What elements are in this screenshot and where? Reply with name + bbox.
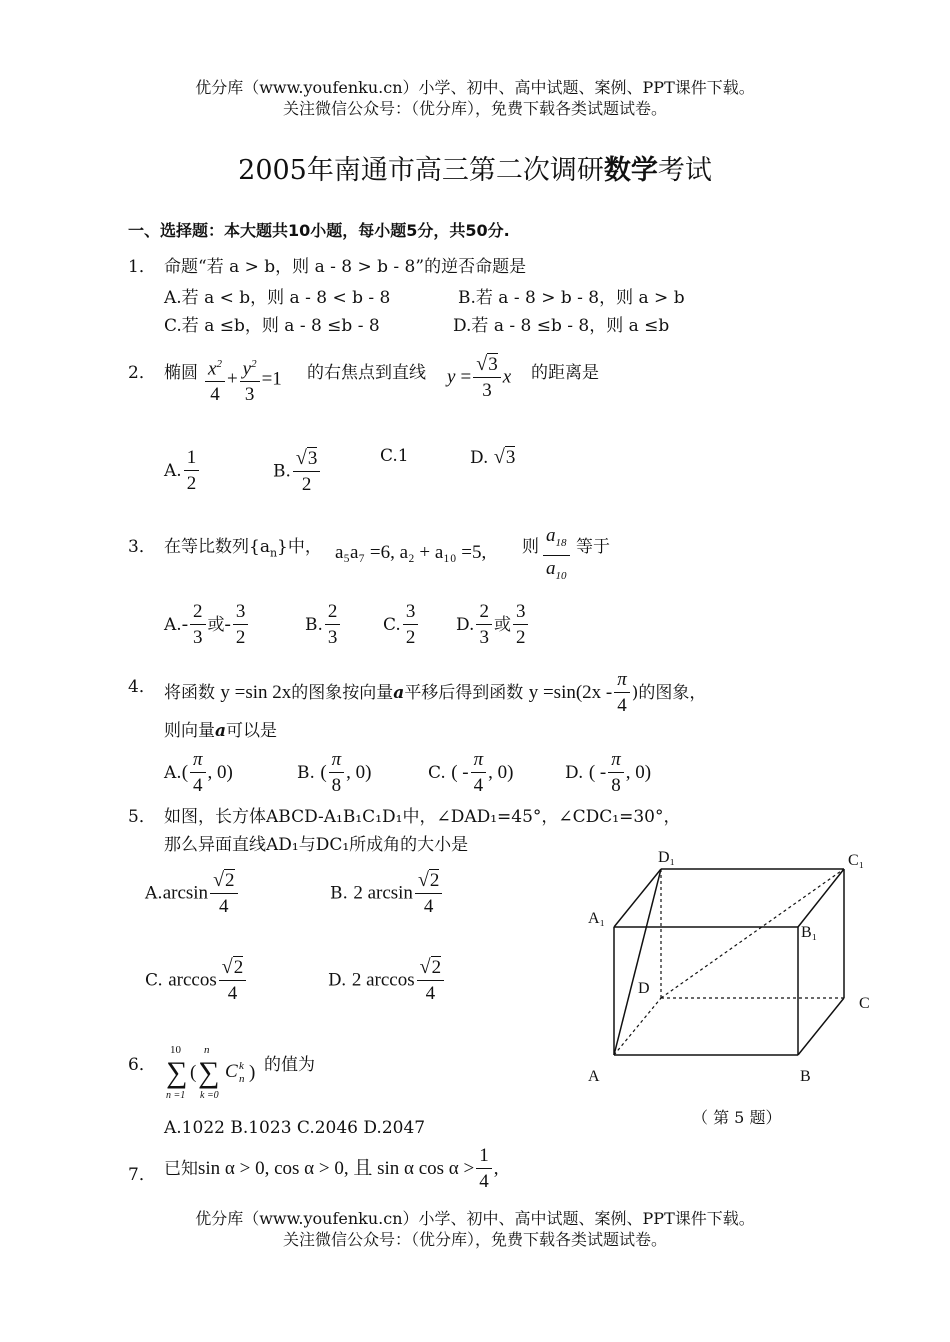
svg-text:): ) xyxy=(249,1062,256,1083)
q4-number: 4． xyxy=(128,677,156,697)
q4-line-2-b: 可以是 xyxy=(226,721,278,741)
q2-option-d: D. √3 xyxy=(470,446,516,468)
q7-number: 7． xyxy=(128,1165,156,1185)
q6-number: 6． xyxy=(128,1055,156,1075)
q5-option-a: A.arcsin $\frac{√2}{4}$ xyxy=(145,868,240,920)
q5-option-b: B. 2 arcsin $\frac{√2}{4}$ xyxy=(330,868,444,920)
q1-stem: 命题“若 a > b，则 a - 8 > b - 8”的逆否命题是 xyxy=(164,257,527,277)
q6-options: A.1022 B.1023 C.2046 D.2047 xyxy=(164,1118,426,1138)
q3-option-b-label: B. xyxy=(305,615,323,635)
q7-pre: 已知 xyxy=(164,1159,198,1179)
q5-option-a-label: A. xyxy=(145,883,163,904)
q3-sub: n xyxy=(269,546,278,560)
q4-text-c: 平移后得到函数 xyxy=(404,683,524,703)
page-title xyxy=(0,148,950,187)
q5-option-c-label: C. xyxy=(145,970,163,991)
label-c1: C₁ xyxy=(848,852,865,869)
q4-option-c: C. ( - $\frac{\pi}{4}$ , 0) xyxy=(428,749,514,796)
q2-number: 2． xyxy=(128,363,156,383)
q1-option-b: B.若 a - 8 > b - 8，则 a > b xyxy=(458,288,685,308)
q5-option-a-fn: arcsin xyxy=(162,882,209,904)
title-post: 考试 xyxy=(657,155,712,186)
q4-option-d-label: D. xyxy=(565,763,584,783)
q3-stem xyxy=(164,532,322,559)
q2-pre: 椭圆 xyxy=(164,363,198,383)
label-a1: A₁ xyxy=(588,910,606,927)
q3-option-c-label: C. xyxy=(383,615,401,635)
svg-text:10: 10 xyxy=(170,1044,181,1056)
q3-mid: }中， xyxy=(277,537,322,557)
svg-text:n: n xyxy=(204,1044,210,1056)
q2-option-b-label: B. xyxy=(273,461,291,482)
svg-text:n =1: n =1 xyxy=(166,1090,186,1101)
svg-text:(: ( xyxy=(190,1062,197,1083)
q3-ratio: $\frac{a_{18}}{a_{10}}$ xyxy=(541,524,572,589)
svg-text:∑: ∑ xyxy=(198,1056,220,1089)
svg-text:k: k xyxy=(239,1060,244,1072)
q3-number: 3． xyxy=(128,537,156,557)
q3-option-b: B. $\frac{2}{3}$ xyxy=(305,600,342,651)
label-c: C xyxy=(859,995,870,1012)
q4-option-b-label: B. xyxy=(297,763,315,783)
q6-post: 的值为 xyxy=(264,1055,315,1075)
q3-option-a: A.- $\frac{2}{3}$ 或- $\frac{3}{2}$ xyxy=(164,600,250,651)
q7-condition: sin α > 0, cos α > 0, 且 sin α cos α > xyxy=(198,1158,475,1179)
q5-number: 5． xyxy=(128,807,156,827)
svg-text:k =0: k =0 xyxy=(200,1090,219,1101)
q4-function-2: y =sin(2x - xyxy=(528,682,613,703)
q2-ellipse-equation: $\frac{x^2}{4}$ + $\frac{y^2}{3}$ =1 xyxy=(203,352,282,408)
q5-option-d-label: D. xyxy=(328,970,347,991)
q7-post: , xyxy=(493,1158,499,1179)
q2-option-c: C.1 xyxy=(380,446,409,466)
q5-option-d: D. 2 arccos $\frac{√2}{4}$ xyxy=(328,955,446,1007)
q4-option-d: D. ( - $\frac{\pi}{8}$ , 0) xyxy=(565,749,652,796)
q3-option-d: D. $\frac{2}{3}$ 或 $\frac{3}{2}$ xyxy=(456,600,530,651)
q3-pre: 在等比数列{a xyxy=(164,537,270,557)
q4-option-b: B. ( $\frac{\pi}{8}$ , 0) xyxy=(297,749,372,796)
figure-caption: （ 第 5 题） xyxy=(692,1108,782,1127)
q1-option-c: C.若 a ≤b，则 a - 8 ≤b - 8 xyxy=(164,316,380,336)
q5-option-b-fn: 2 arcsin xyxy=(353,882,413,904)
q4-option-a: A.( $\frac{\pi}{4}$ , 0) xyxy=(164,749,233,796)
q5-option-c: C. arccos $\frac{√2}{4}$ xyxy=(145,955,248,1007)
footer-line-1: 优分库（www.youfenku.cn）小学、初中、高中试题、案例、PPT课件下载。 xyxy=(195,1209,755,1228)
q4-text-d: )的图象， xyxy=(631,683,707,703)
q4-vector-2: a xyxy=(215,721,227,741)
label-b1: B₁ xyxy=(801,924,818,941)
header-line-2: 关注微信公众号：（优分库），免费下载各类试题试卷。 xyxy=(282,99,667,118)
q2-option-d-label: D. xyxy=(470,448,489,468)
q4-text-b: 的图象按向量 xyxy=(291,683,394,703)
svg-text:n: n xyxy=(239,1073,245,1085)
q4-line-1: 将函数 y =sin 2x的图象按向量a平移后得到函数 y =sin(2x - $\frac{\pi}{4}$ )的图象， xyxy=(164,669,707,716)
q2-post: 的距离是 xyxy=(531,363,599,383)
q4-line-2 xyxy=(164,716,277,741)
q4-vector: a xyxy=(393,683,405,703)
header-line-1: 优分库（www.youfenku.cn）小学、初中、高中试题、案例、PPT课件下载。 xyxy=(195,78,755,97)
q3-post: 等于 xyxy=(576,537,610,557)
q1-option-a: A.若 a < b，则 a - 8 < b - 8 xyxy=(164,288,391,308)
q5-line-2: 那么异面直线AD₁与DC₁所成角的大小是 xyxy=(164,835,469,855)
svg-text:∑: ∑ xyxy=(166,1056,188,1089)
label-d: D xyxy=(638,980,650,997)
q3-option-c: C. $\frac{3}{2}$ xyxy=(383,600,420,651)
q5-option-c-fn: arccos xyxy=(168,969,217,991)
q7-stem: 已知sin α > 0, cos α > 0, 且 sin α cos α > $\frac{1}{4}$ , xyxy=(164,1145,499,1192)
q3-option-a-or: 或 xyxy=(207,615,225,635)
q2-option-a-label: A. xyxy=(164,461,182,481)
title-bold: 数学 xyxy=(603,155,658,186)
q2-option-b: B. $\frac{√3}{2}$ xyxy=(273,446,322,498)
q6-expression xyxy=(164,1040,264,1106)
q4-line-2-a: 则向量 xyxy=(164,721,215,741)
q2-option-a: A. $\frac{1}{2}$ xyxy=(164,446,201,497)
q3-then: 则 xyxy=(522,537,539,557)
label-b: B xyxy=(800,1068,811,1085)
cuboid-figure xyxy=(580,845,880,1095)
q3-option-d-label: D. xyxy=(456,615,475,635)
q5-option-d-fn: 2 arccos xyxy=(351,969,415,991)
q3-option-a-label: A. xyxy=(164,615,182,635)
label-a: A xyxy=(588,1068,600,1085)
q5-line-1: 如图，长方体ABCD-A₁B₁C₁D₁中，∠DAD₁=45°，∠CDC₁=30°， xyxy=(164,807,681,827)
q2-mid: 的右焦点到直线 xyxy=(307,363,426,383)
q4-function-1: y =sin 2x xyxy=(220,682,292,703)
q3-condition: a₅a₇ =6, a₂ + a₁₀ =5, xyxy=(335,542,487,563)
q2-line-equation: y = $\frac{√3}{3}$ x xyxy=(447,353,512,401)
q4-option-a-label: A. xyxy=(164,763,182,783)
q6-sum-formula xyxy=(164,1040,264,1102)
q1-option-d: D.若 a - 8 ≤b - 8，则 a ≤b xyxy=(453,316,670,336)
svg-text:C: C xyxy=(225,1061,238,1082)
q1-number: 1． xyxy=(128,257,156,277)
q4-text-a: 将函数 xyxy=(164,683,215,703)
q3-option-d-or: 或 xyxy=(493,615,511,635)
label-d1: D₁ xyxy=(658,849,676,866)
title-pre: 2005年南通市高三第二次调研 xyxy=(238,155,604,186)
footer-line-2: 关注微信公众号：（优分库），免费下载各类试题试卷。 xyxy=(282,1230,667,1249)
section-heading: 一、选择题：本大题共10小题，每小题5分，共50分. xyxy=(128,221,510,240)
q5-option-b-label: B. xyxy=(330,883,348,904)
q4-option-c-label: C. xyxy=(428,763,446,783)
